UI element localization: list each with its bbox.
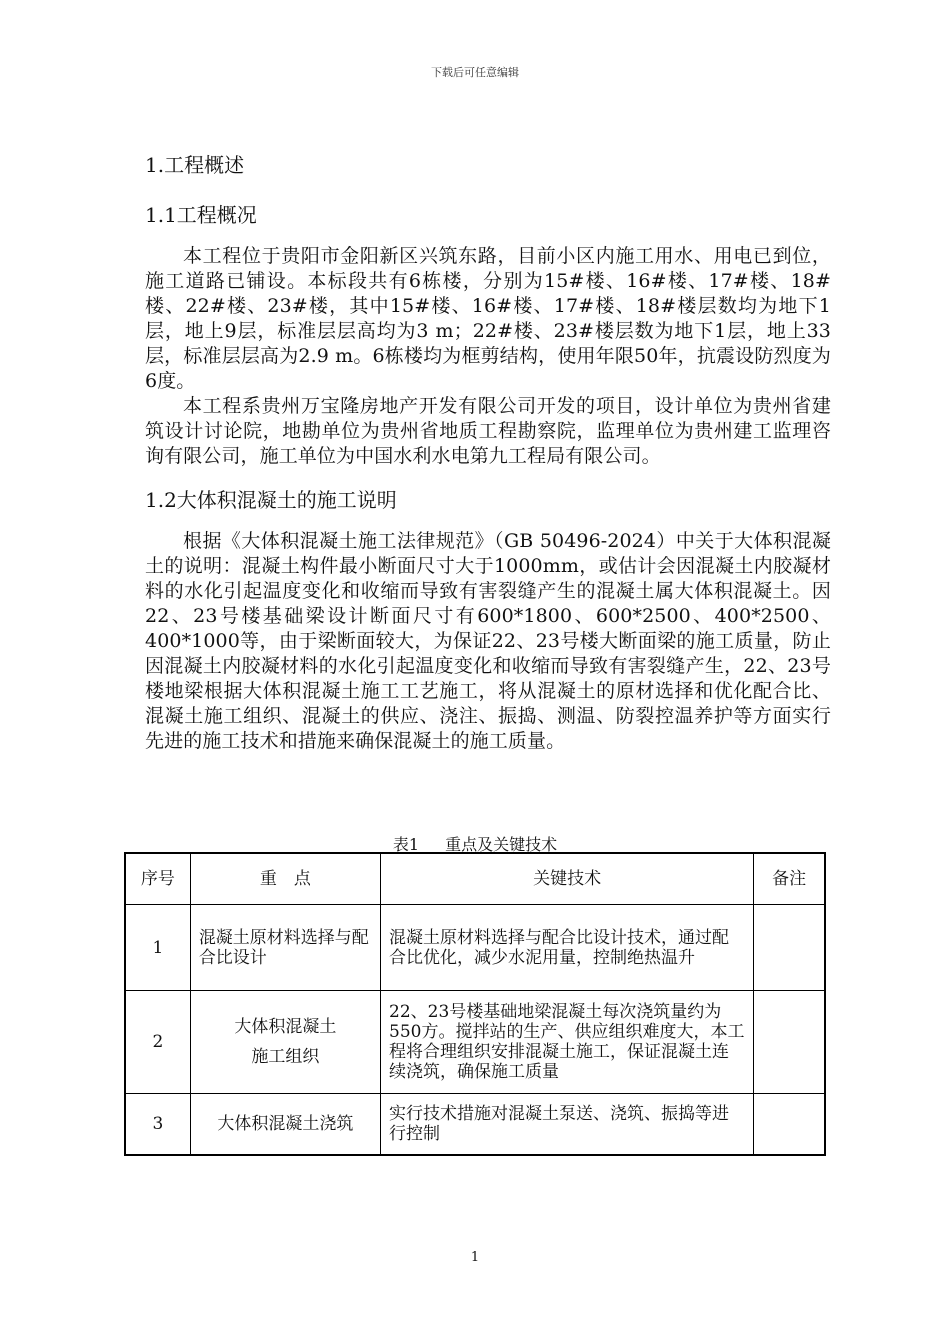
- cell-num: 1: [125, 905, 190, 991]
- header-key: 重 点: [190, 853, 380, 905]
- section-title-1: 1.工程概述: [145, 153, 245, 177]
- cell-note: [754, 905, 825, 991]
- paragraph-mass-concrete: 根据《大体积混凝土施工法律规范》（GB 50496-2024）中关于大体积混凝土的说明：混凝土构件最小断面尺寸大于1000mm，或估计会因混凝土内胶凝材料的水化引起温度变化和收缩而导致有害裂缝产生的混凝土属大体积混凝土。因22、23号楼基础梁设计断面尺寸有600*1800、600*2500、400*2500、400*1000等，由于梁断面较大，为保证22、23号楼大断面梁的施工质量，防止因混凝土内胶凝材料的水化引起温度变化和收缩而导致有害裂缝产生，22、23号楼地梁根据大体积混凝土施工工艺施工，将从混凝土的原材选择和优化配合比、混凝土施工组织、混凝土的供应、浇注、振捣、测温、防裂控温养护等方面实行先进的施工技术和措施来确保混凝土的施工质量。: [145, 530, 831, 752]
- document-body: [145, 150, 831, 754]
- cell-note: [754, 991, 825, 1094]
- header-num: 序号: [125, 853, 190, 905]
- cell-num: 2: [125, 991, 190, 1094]
- paragraph-project-parties: 本工程系贵州万宝隆房地产开发有限公司开发的项目，设计单位为贵州省建筑设计讨论院，地勘单位为贵州省地质工程勘察院，监理单位为贵州建工监理咨询有限公司，施工单位为中国水利水电第九工程局有限公司。: [145, 395, 831, 467]
- cell-tech: 实行技术措施对混凝土泵送、浇筑、振捣等进行控制: [381, 1094, 754, 1156]
- table-row: [125, 1094, 825, 1156]
- table-row: [125, 991, 825, 1094]
- table-caption-label: 表1: [392, 835, 420, 854]
- page-number: 1: [470, 1250, 480, 1265]
- cell-key-line: 大体积混凝土: [234, 1017, 337, 1037]
- cell-key-line: 施工组织: [251, 1047, 320, 1067]
- section-title-1-1: 1.1工程概况: [145, 203, 257, 227]
- cell-key: 大体积混凝土浇筑: [190, 1094, 380, 1156]
- cell-num: 3: [125, 1094, 190, 1156]
- cell-key: 混凝土原材料选择与配合比设计: [190, 905, 380, 991]
- cell-note: [754, 1094, 825, 1156]
- table-caption-title: 重点及关键技术: [445, 835, 558, 854]
- cell-tech: 混凝土原材料选择与配合比设计技术，通过配合比优化，减少水泥用量，控制绝热温升: [381, 905, 754, 991]
- page-header-note: 下载后可任意编辑: [431, 66, 519, 79]
- key-technology-table: [124, 852, 826, 1156]
- section-title-1-2: 1.2大体积混凝土的施工说明: [145, 488, 397, 512]
- header-note: 备注: [754, 853, 825, 905]
- cell-tech: 22、23号楼基础地梁混凝土每次浇筑量约为550方。搅拌站的生产、供应组织难度大，本工程将合理组织安排混凝土施工，保证混凝土连续浇筑，确保施工质量: [381, 991, 754, 1094]
- paragraph-project-overview: 本工程位于贵阳市金阳新区兴筑东路，目前小区内施工用水、用电已到位，施工道路已铺设。本标段共有6栋楼，分别为15#楼、16#楼、17#楼、18#楼、22#楼、23#楼，其中15#楼、16#楼、17#楼、18#楼层数均为地下1层，地上9层，标准层层高均为3 m；22#楼、23#楼层数为地下1层，地上33层，标准层层高为2.9 m。6栋楼均为框剪结构，使用年限50年，抗震设防烈度为6度。: [145, 245, 831, 392]
- table-header-row: [125, 853, 825, 905]
- table-row: [125, 905, 825, 991]
- header-tech: 关键技术: [381, 853, 754, 905]
- cell-key: [190, 991, 380, 1094]
